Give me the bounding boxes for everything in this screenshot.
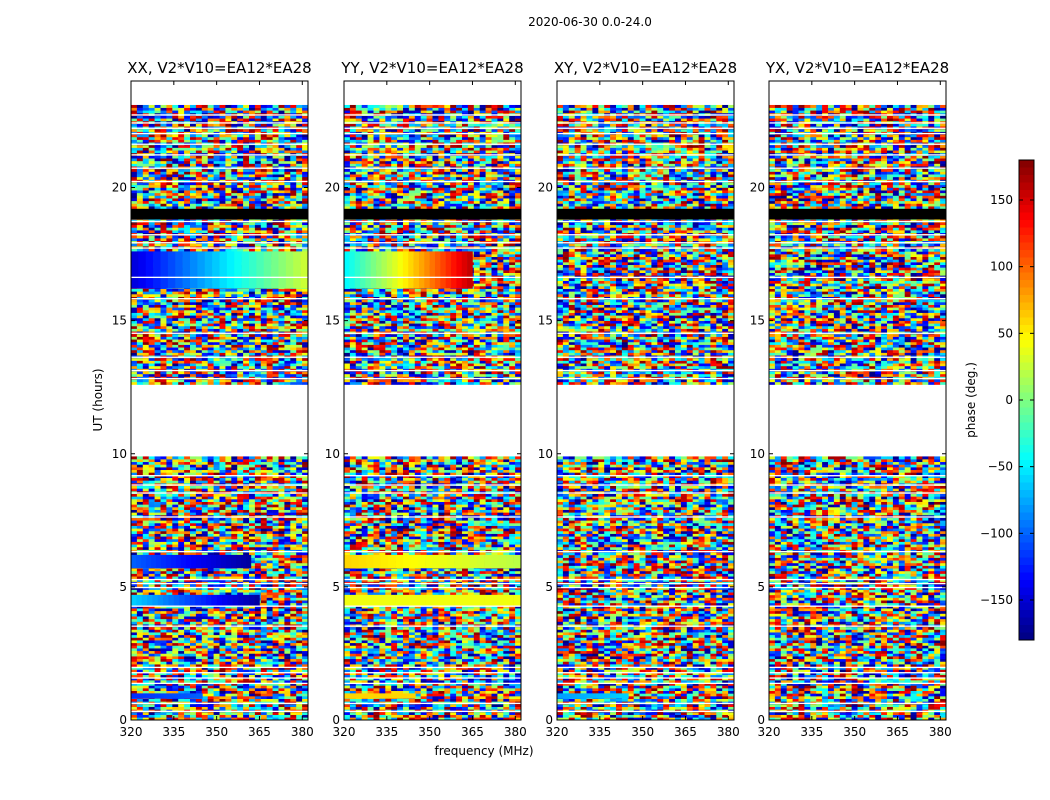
blank-row: [769, 234, 946, 235]
blank-row: [769, 144, 946, 145]
blank-row: [131, 242, 308, 243]
blank-row: [769, 677, 946, 678]
colorbar-segment: [1019, 535, 1034, 543]
y-axis-label: UT (hours): [91, 368, 105, 431]
colorbar-tick-label: −50: [988, 460, 1013, 474]
blank-row: [769, 672, 946, 673]
colorbar-segment: [1019, 595, 1034, 603]
colorbar-segment: [1019, 168, 1034, 176]
blank-row: [769, 277, 946, 278]
blank-row: [344, 516, 521, 517]
x-axis-label: frequency (MHz): [434, 744, 533, 758]
blank-row: [557, 711, 734, 712]
blank-row: [769, 667, 946, 668]
blank-row: [344, 667, 521, 668]
colorbar-segment: [1019, 565, 1034, 573]
colorbar-segment: [1019, 498, 1034, 506]
heatmap-cells: [131, 105, 308, 720]
y-tick-label: 15: [750, 314, 765, 328]
blank-row: [557, 144, 734, 145]
blank-row: [769, 114, 946, 115]
coherent-band: [344, 595, 521, 606]
blank-row: [131, 128, 308, 129]
y-tick-label: 15: [538, 314, 553, 328]
colorbar: [980, 160, 1034, 640]
colorbar-segment: [1019, 558, 1034, 566]
x-tick-label: 320: [546, 725, 569, 739]
colorbar-segment: [1019, 625, 1034, 633]
heatmap-cells: [344, 105, 521, 720]
colorbar-segment: [1019, 183, 1034, 191]
blank-row: [557, 247, 734, 248]
blank-row: [557, 378, 734, 379]
blank-row: [344, 168, 521, 169]
flagged-row: [344, 209, 521, 220]
blank-row: [557, 154, 734, 155]
colorbar-segment: [1019, 205, 1034, 213]
blank-row: [344, 154, 521, 155]
x-tick-label: 335: [375, 725, 398, 739]
coherent-band: [344, 693, 416, 698]
blank-row: [557, 168, 734, 169]
y-tick-label: 20: [112, 181, 127, 195]
blank-row: [344, 221, 521, 222]
colorbar-segment: [1019, 633, 1034, 641]
blank-row: [344, 475, 521, 476]
blank-row: [769, 711, 946, 712]
colorbar-segment: [1019, 235, 1034, 243]
blank-row: [131, 683, 308, 684]
blank-row: [131, 711, 308, 712]
blank-row: [344, 133, 521, 134]
coherent-band: [131, 595, 260, 606]
colorbar-segment: [1019, 213, 1034, 221]
blank-row: [769, 606, 946, 607]
colorbar-segment: [1019, 340, 1034, 348]
colorbar-segment: [1019, 190, 1034, 198]
blank-row: [131, 677, 308, 678]
blank-row: [769, 154, 946, 155]
blank-row: [769, 370, 946, 371]
blank-row: [344, 683, 521, 684]
blank-row: [557, 667, 734, 668]
blank-row: [131, 606, 308, 607]
blank-row: [557, 475, 734, 476]
colorbar-segment: [1019, 475, 1034, 483]
colorbar-segment: [1019, 370, 1034, 378]
x-tick-label: 350: [631, 725, 654, 739]
blank-row: [131, 579, 308, 580]
colorbar-segment: [1019, 468, 1034, 476]
y-tick-label: 0: [119, 713, 127, 727]
colorbar-segment: [1019, 513, 1034, 521]
x-tick-label: 380: [717, 725, 740, 739]
blank-row: [557, 128, 734, 129]
blank-row: [131, 154, 308, 155]
blank-row: [131, 133, 308, 134]
colorbar-segment: [1019, 603, 1034, 611]
colorbar-label: phase (deg.): [964, 362, 978, 438]
blank-row: [344, 114, 521, 115]
blank-row: [344, 234, 521, 235]
heatmap-cells: [769, 105, 946, 720]
blank-row: [131, 703, 308, 704]
blank-row: [557, 242, 734, 243]
colorbar-segment: [1019, 228, 1034, 236]
blank-row: [344, 378, 521, 379]
colorbar-segment: [1019, 273, 1034, 281]
blank-row: [131, 492, 308, 493]
colorbar-segment: [1019, 445, 1034, 453]
y-tick-label: 20: [325, 181, 340, 195]
colorbar-segment: [1019, 258, 1034, 266]
coherent-band: [131, 693, 203, 698]
panel-title: XY, V2*V10=EA12*EA28: [554, 59, 737, 77]
colorbar-tick-label: 0: [1005, 393, 1013, 407]
blank-row: [344, 677, 521, 678]
blank-row: [769, 492, 946, 493]
blank-row: [344, 247, 521, 248]
blank-row: [344, 579, 521, 580]
panel-2: [538, 59, 740, 739]
blank-row: [131, 625, 308, 626]
blank-row: [769, 247, 946, 248]
y-tick-label: 10: [538, 447, 553, 461]
blank-row: [131, 475, 308, 476]
colorbar-segment: [1019, 588, 1034, 596]
colorbar-segment: [1019, 378, 1034, 386]
colorbar-segment: [1019, 393, 1034, 401]
blank-row: [131, 333, 308, 334]
colorbar-segment: [1019, 325, 1034, 333]
blank-row: [131, 667, 308, 668]
colorbar-segment: [1019, 243, 1034, 251]
blank-row: [131, 247, 308, 248]
blank-row: [344, 144, 521, 145]
blank-row: [769, 128, 946, 129]
blank-row: [557, 703, 734, 704]
blank-row: [769, 333, 946, 334]
blank-row: [557, 333, 734, 334]
blank-row: [557, 114, 734, 115]
blank-row: [131, 551, 308, 552]
blank-row: [131, 234, 308, 235]
blank-row: [769, 587, 946, 588]
blank-row: [344, 298, 521, 299]
colorbar-segment: [1019, 408, 1034, 416]
colorbar-segment: [1019, 355, 1034, 363]
blank-row: [557, 516, 734, 517]
colorbar-segment: [1019, 618, 1034, 626]
blank-row: [344, 606, 521, 607]
blank-row: [344, 672, 521, 673]
y-tick-label: 10: [112, 447, 127, 461]
blank-row: [769, 683, 946, 684]
colorbar-segment: [1019, 430, 1034, 438]
colorbar-segment: [1019, 250, 1034, 258]
blank-row: [557, 677, 734, 678]
x-tick-label: 335: [800, 725, 823, 739]
blank-row: [344, 277, 521, 278]
blank-row: [557, 122, 734, 123]
blank-row: [769, 357, 946, 358]
y-tick-label: 5: [545, 580, 553, 594]
x-tick-label: 335: [162, 725, 185, 739]
coherent-band: [131, 555, 251, 568]
colorbar-segment: [1019, 543, 1034, 551]
colorbar-tick-label: −150: [980, 593, 1013, 607]
blank-row: [769, 475, 946, 476]
blank-row: [557, 357, 734, 358]
colorbar-segment: [1019, 453, 1034, 461]
colorbar-segment: [1019, 610, 1034, 618]
blank-row: [769, 181, 946, 182]
flagged-row: [769, 209, 946, 220]
blank-row: [769, 484, 946, 485]
blank-row: [131, 114, 308, 115]
panels-group: [112, 59, 952, 739]
x-tick-label: 320: [120, 725, 143, 739]
coherent-band: [557, 693, 629, 698]
blank-row: [557, 298, 734, 299]
coherent-band: [344, 555, 521, 568]
colorbar-segment: [1019, 400, 1034, 408]
x-tick-label: 350: [843, 725, 866, 739]
blank-row: [344, 484, 521, 485]
blank-row: [344, 625, 521, 626]
blank-row: [131, 370, 308, 371]
panel-title: YY, V2*V10=EA12*EA28: [340, 59, 523, 77]
blank-row: [131, 583, 308, 584]
blank-row: [557, 484, 734, 485]
blank-row: [769, 298, 946, 299]
colorbar-segment: [1019, 415, 1034, 423]
blank-row: [344, 128, 521, 129]
colorbar-segment: [1019, 310, 1034, 318]
heatmap-cells: [557, 105, 734, 720]
colorbar-segment: [1019, 160, 1034, 168]
y-tick-label: 15: [112, 314, 127, 328]
flagged-row: [557, 209, 734, 220]
colorbar-segment: [1019, 580, 1034, 588]
x-tick-label: 335: [588, 725, 611, 739]
x-tick-label: 350: [418, 725, 441, 739]
blank-row: [131, 298, 308, 299]
colorbar-segment: [1019, 520, 1034, 528]
blank-row: [131, 221, 308, 222]
x-tick-label: 380: [504, 725, 527, 739]
blank-row: [769, 378, 946, 379]
y-tick-label: 0: [757, 713, 765, 727]
x-tick-label: 350: [205, 725, 228, 739]
colorbar-segment: [1019, 295, 1034, 303]
blank-row: [344, 370, 521, 371]
x-tick-label: 365: [886, 725, 909, 739]
blank-row: [557, 587, 734, 588]
blank-row: [769, 122, 946, 123]
x-tick-label: 380: [291, 725, 314, 739]
blank-row: [344, 587, 521, 588]
blank-row: [131, 144, 308, 145]
y-tick-label: 0: [332, 713, 340, 727]
panel-0: [112, 59, 314, 739]
colorbar-segment: [1019, 483, 1034, 491]
blank-row: [344, 333, 521, 334]
blank-row: [131, 378, 308, 379]
blank-row: [769, 625, 946, 626]
blank-row: [769, 551, 946, 552]
blank-row: [344, 583, 521, 584]
blank-row: [131, 357, 308, 358]
blank-row: [769, 583, 946, 584]
y-tick-label: 0: [545, 713, 553, 727]
blank-row: [557, 683, 734, 684]
blank-row: [557, 181, 734, 182]
blank-row: [769, 579, 946, 580]
blank-row: [557, 133, 734, 134]
figure-suptitle: 2020-06-30 0.0-24.0: [528, 15, 652, 29]
blank-row: [769, 516, 946, 517]
colorbar-segment: [1019, 438, 1034, 446]
y-tick-label: 5: [332, 580, 340, 594]
blank-row: [557, 234, 734, 235]
blank-row: [557, 492, 734, 493]
blank-row: [557, 672, 734, 673]
blank-row: [557, 579, 734, 580]
colorbar-segment: [1019, 550, 1034, 558]
y-tick-label: 10: [750, 447, 765, 461]
colorbar-segment: [1019, 423, 1034, 431]
colorbar-segment: [1019, 363, 1034, 371]
blank-row: [557, 583, 734, 584]
colorbar-segment: [1019, 348, 1034, 356]
panel-title: XX, V2*V10=EA12*EA28: [127, 59, 311, 77]
y-tick-label: 5: [119, 580, 127, 594]
colorbar-tick-label: 150: [990, 193, 1013, 207]
blank-row: [131, 484, 308, 485]
colorbar-segment: [1019, 198, 1034, 206]
colorbar-segment: [1019, 490, 1034, 498]
blank-row: [344, 711, 521, 712]
x-tick-label: 320: [758, 725, 781, 739]
blank-row: [557, 370, 734, 371]
colorbar-tick-label: 50: [998, 326, 1013, 340]
y-tick-label: 10: [325, 447, 340, 461]
coherent-band: [131, 251, 308, 288]
blank-row: [769, 168, 946, 169]
blank-row: [344, 357, 521, 358]
x-tick-label: 380: [929, 725, 952, 739]
colorbar-segment: [1019, 303, 1034, 311]
blank-row: [344, 122, 521, 123]
blank-row: [344, 703, 521, 704]
x-tick-label: 365: [674, 725, 697, 739]
coherent-band: [344, 251, 473, 288]
blank-row: [344, 242, 521, 243]
blank-row: [769, 133, 946, 134]
blank-row: [557, 625, 734, 626]
blank-row: [131, 516, 308, 517]
y-tick-label: 20: [538, 181, 553, 195]
blank-row: [131, 122, 308, 123]
colorbar-tick-label: 100: [990, 260, 1013, 274]
blank-row: [131, 587, 308, 588]
colorbar-segment: [1019, 175, 1034, 183]
panel-title: YX, V2*V10=EA12*EA28: [765, 59, 949, 77]
colorbar-segment: [1019, 318, 1034, 326]
colorbar-segment: [1019, 385, 1034, 393]
y-tick-label: 20: [750, 181, 765, 195]
blank-row: [344, 551, 521, 552]
blank-row: [131, 672, 308, 673]
colorbar-segment: [1019, 288, 1034, 296]
colorbar-segment: [1019, 528, 1034, 536]
colorbar-segment: [1019, 505, 1034, 513]
x-tick-label: 365: [461, 725, 484, 739]
blank-row: [557, 277, 734, 278]
flagged-row: [131, 209, 308, 220]
colorbar-segment: [1019, 573, 1034, 581]
x-tick-label: 365: [248, 725, 271, 739]
y-tick-label: 5: [757, 580, 765, 594]
blank-row: [557, 606, 734, 607]
blank-row: [344, 492, 521, 493]
blank-row: [344, 181, 521, 182]
panel-3: [750, 59, 952, 739]
blank-row: [131, 277, 308, 278]
blank-row: [769, 242, 946, 243]
blank-row: [769, 703, 946, 704]
blank-row: [557, 221, 734, 222]
y-tick-label: 15: [325, 314, 340, 328]
x-tick-label: 320: [333, 725, 356, 739]
panel-1: [325, 59, 527, 739]
colorbar-tick-label: −100: [980, 526, 1013, 540]
blank-row: [131, 168, 308, 169]
blank-row: [769, 221, 946, 222]
colorbar-segment: [1019, 280, 1034, 288]
blank-row: [557, 551, 734, 552]
blank-row: [131, 181, 308, 182]
colorbar-segment: [1019, 220, 1034, 228]
